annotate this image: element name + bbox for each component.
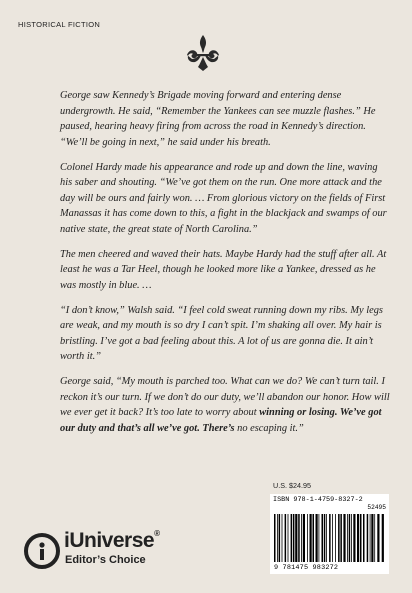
excerpt-paragraph: The men cheered and waved their hats. Maybe Hardy had the stuff after all. At least he was a Tar Heel, though he looked more like a Yankee, dressed as he was mostly in blue. … (60, 248, 387, 291)
barcode-bar (332, 514, 333, 562)
genre-label: HISTORICAL FICTION (18, 20, 101, 29)
barcode-bar (326, 514, 327, 562)
barcode-bar (382, 514, 384, 562)
barcode-bar (293, 514, 295, 562)
barcode-bar (347, 514, 348, 562)
barcode-bar (319, 514, 320, 562)
fleur-de-lis-ornament-icon (183, 33, 223, 73)
final-tail-text: no escaping it.” (234, 423, 304, 435)
isbn-number: ISBN 978-1-4759-8327-2 (273, 496, 363, 504)
barcode-bar (307, 514, 308, 562)
price-label: U.S. $24.95 (273, 481, 311, 490)
barcode-bar (298, 514, 300, 562)
excerpt-paragraph-final (60, 374, 390, 436)
excerpt-paragraph: George saw Kennedy’s Brigade moving forward and entering dense undergrowth. He said, “Remember the Yankees can see muzzle flashes.” He paused, hearing heavy firing from across the road in Kennedy’s direction. “We’ll be going in next,” he said under his breath. (60, 90, 376, 148)
barcode-bar (301, 514, 302, 562)
barcode-bar (363, 514, 365, 562)
excerpt (60, 88, 390, 446)
barcode-bar (316, 514, 318, 562)
barcode-bar (367, 514, 369, 562)
barcode-addon: 52495 (367, 504, 386, 511)
barcode-bar (277, 514, 278, 562)
barcode-bar (340, 514, 342, 562)
excerpt-paragraph: “I don’t know,” Walsh said. “I feel cold sweat running down my ribs. My legs are weak, and my mouth is so dry I can’t spit. I’m shaking all over. My hair is bristling. I’ve got a bad feeling about this. A lot of us are gonna die. It ain’t worth it.” (60, 304, 383, 363)
isbn-barcode (270, 494, 389, 574)
excerpt-paragraph: Colonel Hardy made his appearance and rode up and down the line, waving his saber and shouting. “We’ve got them on the run. One more attack and the day will be ours and fairly won. … From glorious victory on the fields of First Manassas it has come down to this, a fight in the blackjack and swamps of our native state, the great state of North Carolina.” (60, 161, 387, 235)
final-bold-text: winning or losing. We’ve got our duty and that’s all we’ve got. There’s (60, 407, 382, 435)
barcode-bar (313, 514, 315, 562)
barcode-bar (274, 514, 276, 562)
barcode-bar (329, 514, 331, 562)
barcode-bar (371, 514, 373, 562)
logo-name (64, 529, 159, 553)
barcode-bar (310, 514, 312, 562)
barcode-bar (351, 514, 352, 562)
logo-tagline: Editor’s Choice (65, 554, 146, 566)
barcode-bar (322, 514, 324, 562)
barcode-bar (279, 514, 281, 562)
barcode-bar (324, 514, 326, 562)
ean-number: 9 781475 983272 (274, 564, 339, 572)
barcode-bar (335, 514, 336, 562)
barcode-bar (285, 514, 287, 562)
barcode-bar (288, 514, 289, 562)
final-text: George said, “My mouth is parched too. What can we do? We can’t turn tail. I reckon it’s our turn. If we don’t do our duty, we’ll abandon our honor. How will we ever get it back? It’s too late to worry about (60, 376, 390, 419)
barcode-bar (370, 514, 371, 562)
iuniverse-swirl-icon (22, 531, 62, 571)
barcode-bar (374, 514, 375, 562)
publisher-logo (22, 529, 162, 577)
barcode-bar (349, 514, 351, 562)
barcode-bar (353, 514, 355, 562)
barcode-bar (295, 514, 297, 562)
barcode-bar (303, 514, 305, 562)
barcode-bar (360, 514, 362, 562)
barcode-bar (343, 514, 345, 562)
registered-mark: ® (154, 529, 160, 538)
barcode-bar (357, 514, 359, 562)
barcode-bars-icon (274, 514, 386, 564)
barcode-bar (377, 514, 379, 562)
barcode-bar (291, 514, 293, 562)
barcode-bar (282, 514, 283, 562)
barcode-bar (338, 514, 340, 562)
logo-name-text: iUniverse (64, 529, 155, 552)
